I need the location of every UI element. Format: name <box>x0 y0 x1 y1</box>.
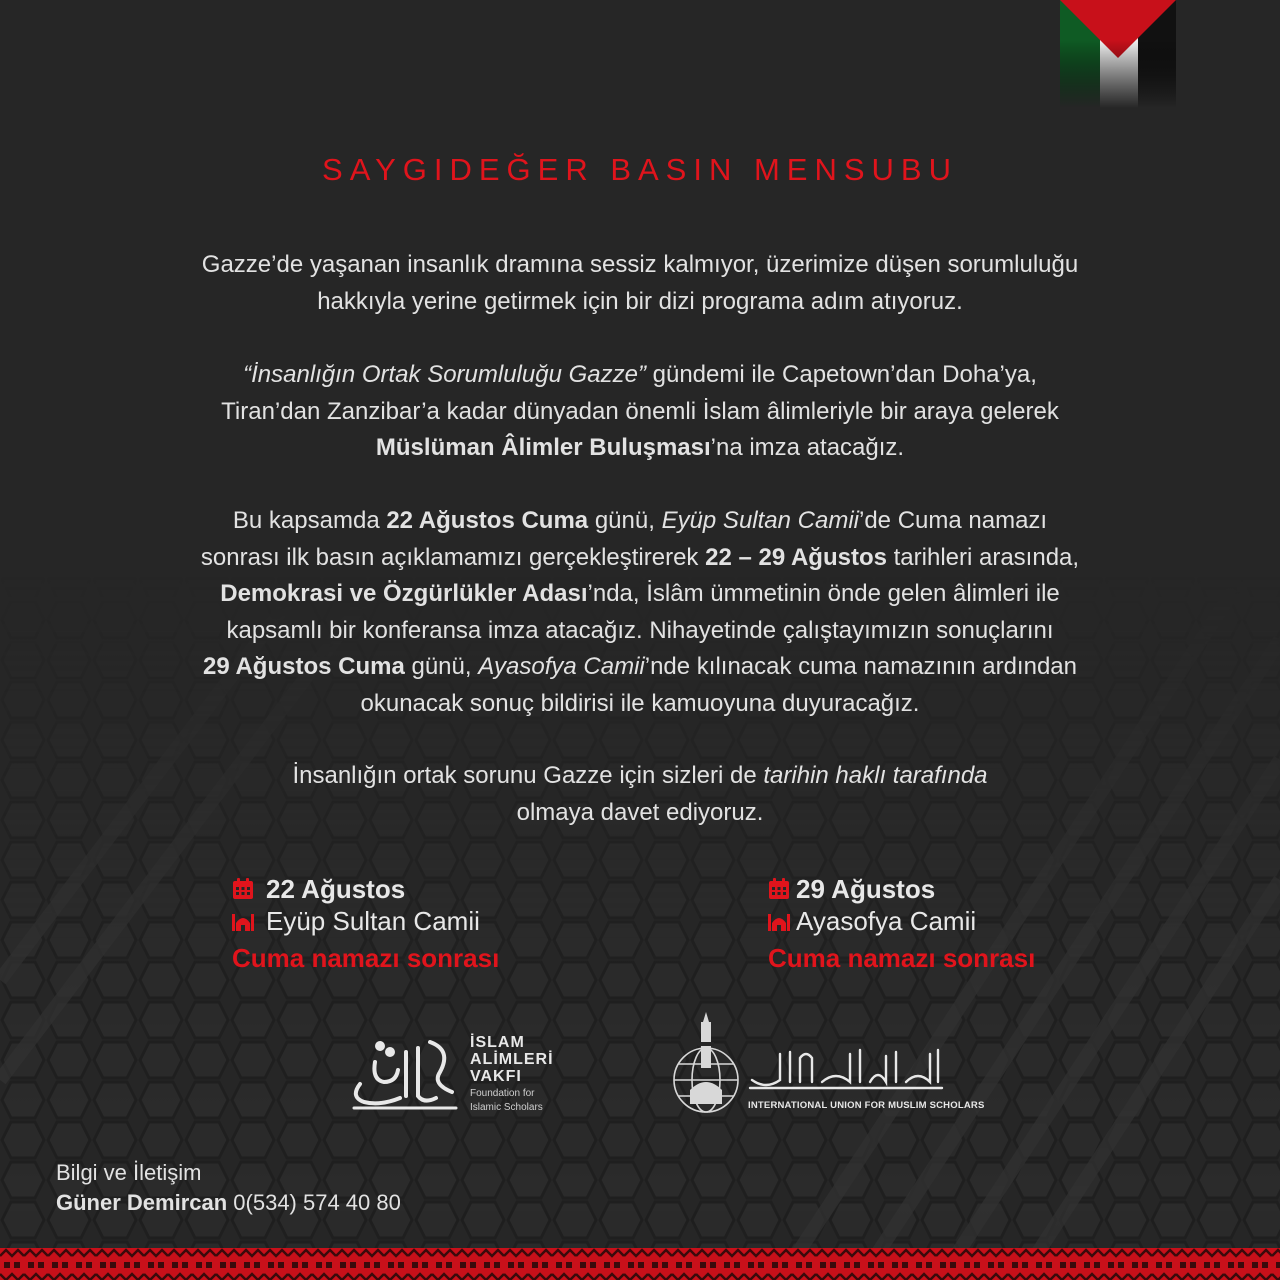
event-note: Cuma namazı sonrası <box>232 943 500 973</box>
logo-sub-line-1: Foundation for <box>470 1088 535 1099</box>
logo-name-line-1: İSLAM <box>470 1034 525 1051</box>
final-date: 29 Ağustos Cuma <box>202 653 405 680</box>
logo-sub-line-2: Islamic Scholars <box>470 1102 543 1113</box>
right-side-phrase: tarihin haklı tarafında <box>763 762 988 789</box>
contact-phone: 0(534) 574 40 80 <box>227 1190 401 1215</box>
contact-label: Bilgi ve İletişim <box>56 1160 202 1185</box>
text: ’nda, İslâm ümmetinin önde gelen âlimleri ile <box>587 580 1060 607</box>
iums-english-name: INTERNATIONAL UNION FOR MUSLIM SCHOLARS <box>748 1100 985 1111</box>
first-mosque: Eyüp Sultan Camii <box>661 507 859 534</box>
event-card-1 <box>232 873 612 974</box>
text: ’de Cuma namazı <box>859 507 1048 534</box>
text: sonrası ilk basın açıklamamızı gerçekleştirerek <box>200 543 706 571</box>
calligraphy-logo-icon <box>340 1022 465 1122</box>
logo-name-line-3: VAKFI <box>470 1068 522 1085</box>
final-mosque: Ayasofya Camii <box>478 653 645 680</box>
text: kapsamlı bir konferansa imza atacağız. Nihayetinde çalıştayımızın sonuçlarını <box>226 616 1054 644</box>
contact-block <box>56 1158 401 1218</box>
island-name: Demokrasi ve Özgürlükler Adası <box>220 580 588 607</box>
text: ’na imza atacağız. <box>710 434 905 461</box>
text: olmaya davet ediyoruz. <box>516 798 764 826</box>
event-place: Eyüp Sultan Camii <box>266 905 480 936</box>
text: günü, <box>588 507 662 534</box>
islam-alimleri-vakfi-logo <box>340 1022 570 1122</box>
meeting-name: Müslüman Âlimler Buluşması <box>375 434 711 461</box>
calendar-icon <box>232 878 254 900</box>
iums-logo <box>668 1012 985 1122</box>
text: gündemi ile Capetown’dan Doha’ya, <box>645 361 1037 388</box>
event-note: Cuma namazı sonrası <box>768 943 1036 973</box>
logo-name-line-2: ALİMLERİ <box>470 1051 554 1068</box>
invitation-paragraph <box>140 758 1140 831</box>
palestine-flag-icon <box>1060 0 1176 108</box>
mosque-icon <box>768 910 790 932</box>
text: İnsanlığın ortak sorunu Gazze için sizleri de <box>292 762 764 789</box>
agenda-title: “İnsanlığın Ortak Sorumluluğu Gazze” <box>243 361 646 388</box>
text: ’nde kılınacak cuma namazının ardından <box>644 653 1077 680</box>
program-paragraph <box>140 503 1140 722</box>
intro-line-2: hakkıyla yerine getirmek için bir dizi programa adım atıyoruz. <box>317 287 963 315</box>
date-range: 22 – 29 Ağustos <box>705 543 887 571</box>
event-date: 29 Ağustos <box>796 873 936 904</box>
event-place: Ayasofya Camii <box>796 905 977 936</box>
text: tarihleri arasında, <box>886 543 1080 571</box>
event-card-2 <box>768 873 1148 974</box>
contact-name: Güner Demircan <box>56 1190 228 1215</box>
bottom-pattern-band <box>0 1248 1280 1280</box>
mosque-icon <box>232 910 254 932</box>
globe-emblem-icon <box>668 1012 744 1122</box>
meeting-paragraph <box>140 357 1140 467</box>
intro-paragraph <box>140 247 1140 320</box>
text: Tiran’dan Zanzibar’a kadar dünyadan önemli İslam âlimleriyle bir araya gelerek <box>221 397 1059 425</box>
text: günü, <box>404 653 479 680</box>
page-title: SAYGIDEĞER BASIN MENSUBU <box>322 152 958 187</box>
calendar-icon <box>768 878 790 900</box>
event-date: 22 Ağustos <box>266 873 406 904</box>
first-date: 22 Ağustos Cuma <box>386 507 589 534</box>
arabic-calligraphy-icon <box>746 1040 946 1100</box>
text: Bu kapsamda <box>232 507 387 534</box>
text: okunacak sonuç bildirisi ile kamuoyuna duyuracağız. <box>360 689 920 717</box>
intro-line-1: Gazze’de yaşanan insanlık dramına sessiz kalmıyor, üzerimize düşen sorumluluğu <box>201 251 1079 278</box>
